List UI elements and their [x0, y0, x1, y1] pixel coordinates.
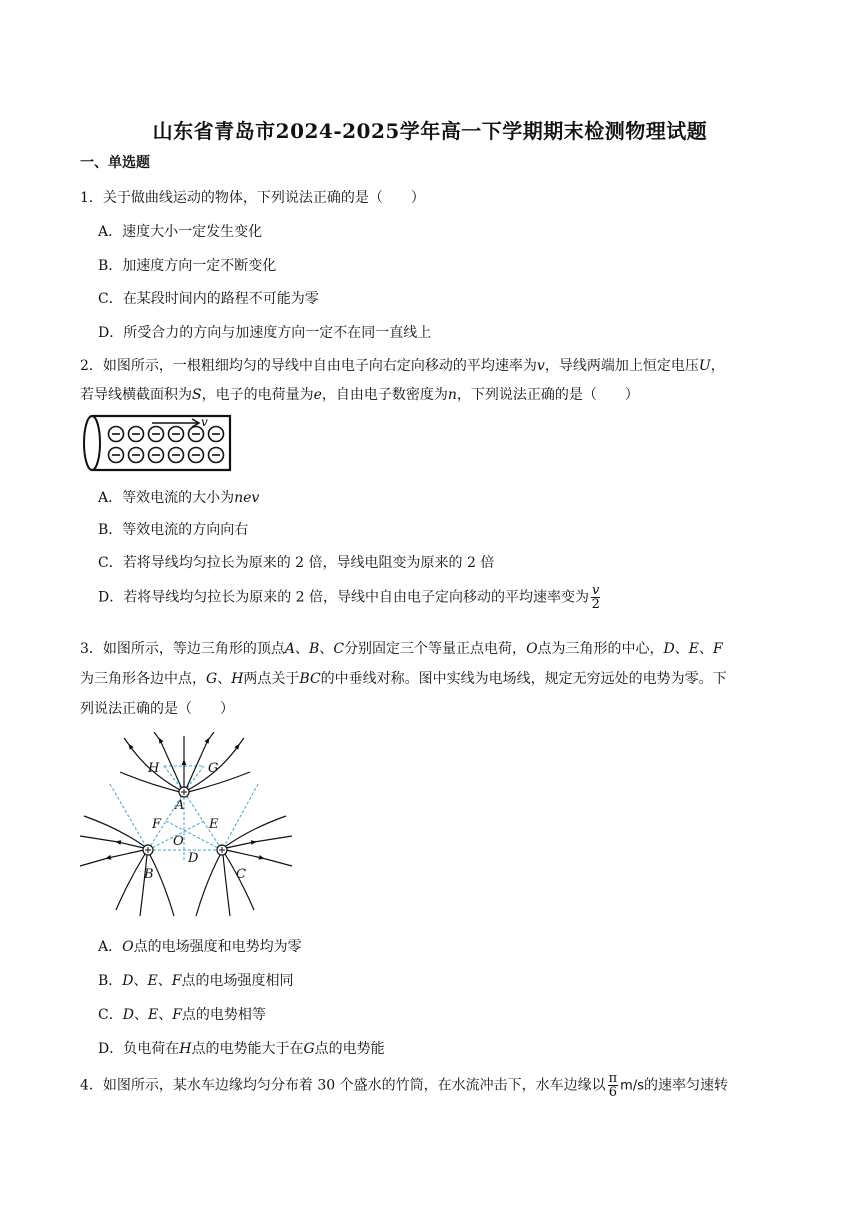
field-line [223, 855, 230, 916]
symbol: H [179, 1041, 192, 1057]
question-2-option-a [98, 487, 259, 507]
text: 、 [674, 641, 689, 657]
text: 、 [699, 641, 714, 657]
unit: m/s [620, 1078, 644, 1094]
text: 点的电场强度相同 [181, 973, 294, 989]
field-line [80, 850, 144, 866]
label-h: H [148, 761, 160, 776]
label-b: B [144, 867, 154, 882]
symbol-s: S [192, 387, 202, 403]
text: D．负电荷在 [98, 1041, 180, 1057]
text: ，自由电子数密度为 [321, 387, 448, 403]
question-3-stem-line-2 [80, 668, 727, 688]
text: 点的电势能 [314, 1041, 385, 1057]
document-title: 山东省青岛市2024-2025学年高一下学期期末检测物理试题 [152, 119, 708, 143]
text: 的速率匀速转 [644, 1077, 728, 1094]
text: ，下列说法正确的是（ ） [456, 387, 639, 403]
text: 为三角形各边中点， [80, 671, 206, 687]
symbol: B [309, 641, 320, 657]
question-1-option-b: B．加速度方向一定不断变化 [98, 258, 277, 274]
text: 两点关于 [243, 671, 300, 687]
label-d: D [188, 851, 199, 866]
label-o: O [173, 834, 184, 849]
symbol: G [303, 1041, 315, 1057]
text: 、 [319, 641, 334, 657]
text: 2．如图所示，一根粗细均匀的导线中自由电子向右定向移动的平均速率为 [80, 358, 537, 374]
wire-cross-section [84, 416, 100, 470]
fraction-pi-over-6 [608, 1072, 619, 1099]
question-4-stem [80, 1072, 728, 1099]
electron-group [109, 427, 224, 463]
wire-electron-figure [80, 412, 236, 474]
field-line [116, 854, 145, 910]
question-3-stem-line-1 [80, 638, 723, 658]
text: 、 [133, 1007, 148, 1023]
dashed-line [222, 784, 258, 850]
text: 3．如图所示，等边三角形的顶点 [80, 641, 285, 657]
question-3-option-c [98, 1004, 266, 1024]
text: D．若将导线均匀拉长为原来的 2 倍，导线中自由电子定向移动的平均速率变为 [98, 589, 590, 606]
text: B． [98, 973, 123, 989]
symbol-u: U [698, 358, 711, 374]
denominator: 2 [591, 597, 600, 612]
question-3-option-b [98, 970, 293, 990]
label-c: C [236, 867, 246, 882]
question-2-option-b: B．等效电流的方向向右 [98, 522, 249, 538]
question-1-option-a: A．速度大小一定发生变化 [98, 224, 263, 240]
text: 、 [295, 641, 310, 657]
symbol: E [688, 641, 700, 657]
text: A．等效电流的大小为 [98, 490, 235, 506]
symbol: F [713, 641, 723, 657]
text: ， [710, 358, 725, 374]
text: 分别固定三个等量正点电荷， [344, 641, 527, 657]
field-line [196, 855, 220, 916]
field-line [226, 836, 292, 848]
symbol-n: n [447, 387, 457, 403]
field-line [225, 854, 254, 910]
denominator: 6 [608, 1085, 618, 1100]
text: 点的电势相等 [181, 1007, 266, 1023]
question-2-option-d [98, 584, 602, 611]
field-lines [80, 732, 292, 916]
symbol: D [663, 641, 675, 657]
text: 、 [217, 671, 232, 687]
section-heading: 一、单选题 [80, 155, 150, 171]
text: ，电子的电荷量为 [201, 387, 314, 403]
numerator: v [592, 583, 600, 598]
text: A． [98, 939, 123, 955]
text: ，导线两端加上恒定电压 [544, 358, 699, 374]
numerator: π [608, 1071, 618, 1086]
symbol: H [231, 671, 244, 687]
symbol-e: e [313, 387, 322, 403]
question-2-stem-line-2 [80, 384, 639, 404]
question-3-option-d [98, 1038, 385, 1058]
text: 、 [158, 1007, 173, 1023]
text: 若导线横截面积为 [80, 387, 192, 403]
symbol: G [206, 671, 218, 687]
text: 点为三角形的中心， [537, 641, 664, 657]
text: 、 [133, 973, 148, 989]
field-line [226, 850, 292, 866]
symbol: D [122, 973, 134, 989]
text: 点的电势能大于在 [191, 1041, 304, 1057]
question-1-stem: 1．关于做曲线运动的物体，下列说法正确的是（ ） [80, 190, 425, 206]
symbol: O [526, 641, 538, 657]
question-3-option-a [98, 936, 302, 956]
label-f: F [152, 817, 162, 832]
text: 点的电场强度和电势均为零 [133, 939, 302, 955]
symbol: E [147, 973, 158, 989]
text: 、 [157, 973, 172, 989]
symbol: F [171, 973, 182, 989]
question-3-stem-line-3: 列说法正确的是（ ） [80, 701, 234, 717]
text: C． [98, 1007, 123, 1023]
symbol: BC [299, 671, 321, 687]
question-2-stem-line-1 [80, 355, 725, 375]
label-g: G [208, 761, 219, 776]
text: 的中垂线对称。图中实线为电场线，规定无穷远处的电势为零。下 [320, 671, 727, 687]
symbol: A [284, 641, 296, 657]
expr-nev: nev [234, 490, 260, 506]
electric-field-figure [78, 732, 296, 918]
symbol: D [122, 1007, 134, 1023]
dashed-line [110, 784, 148, 850]
question-1-option-c: C．在某段时间内的路程不可能为零 [98, 291, 319, 307]
question-1-option-d: D．所受合力的方向与加速度方向一定不在同一直线上 [98, 325, 432, 341]
text: 4．如图所示，某水车边缘均匀分布着 30 个盛水的竹筒，在水流冲击下，水车边缘以 [80, 1077, 606, 1094]
symbol: F [172, 1007, 182, 1023]
velocity-label: v [201, 415, 208, 429]
question-2-option-c: C．若将导线均匀拉长为原来的 2 倍，导线电阻变为原来的 2 倍 [98, 555, 495, 571]
field-line [150, 855, 174, 916]
field-line [140, 855, 147, 916]
symbol: C [333, 641, 345, 657]
symbol-v: v [536, 358, 545, 374]
label-e: E [209, 817, 219, 832]
field-line [80, 836, 144, 848]
symbol: O [122, 939, 134, 955]
fraction-v-over-2 [591, 584, 600, 611]
symbol: E [147, 1007, 159, 1023]
label-a: A [175, 798, 185, 813]
